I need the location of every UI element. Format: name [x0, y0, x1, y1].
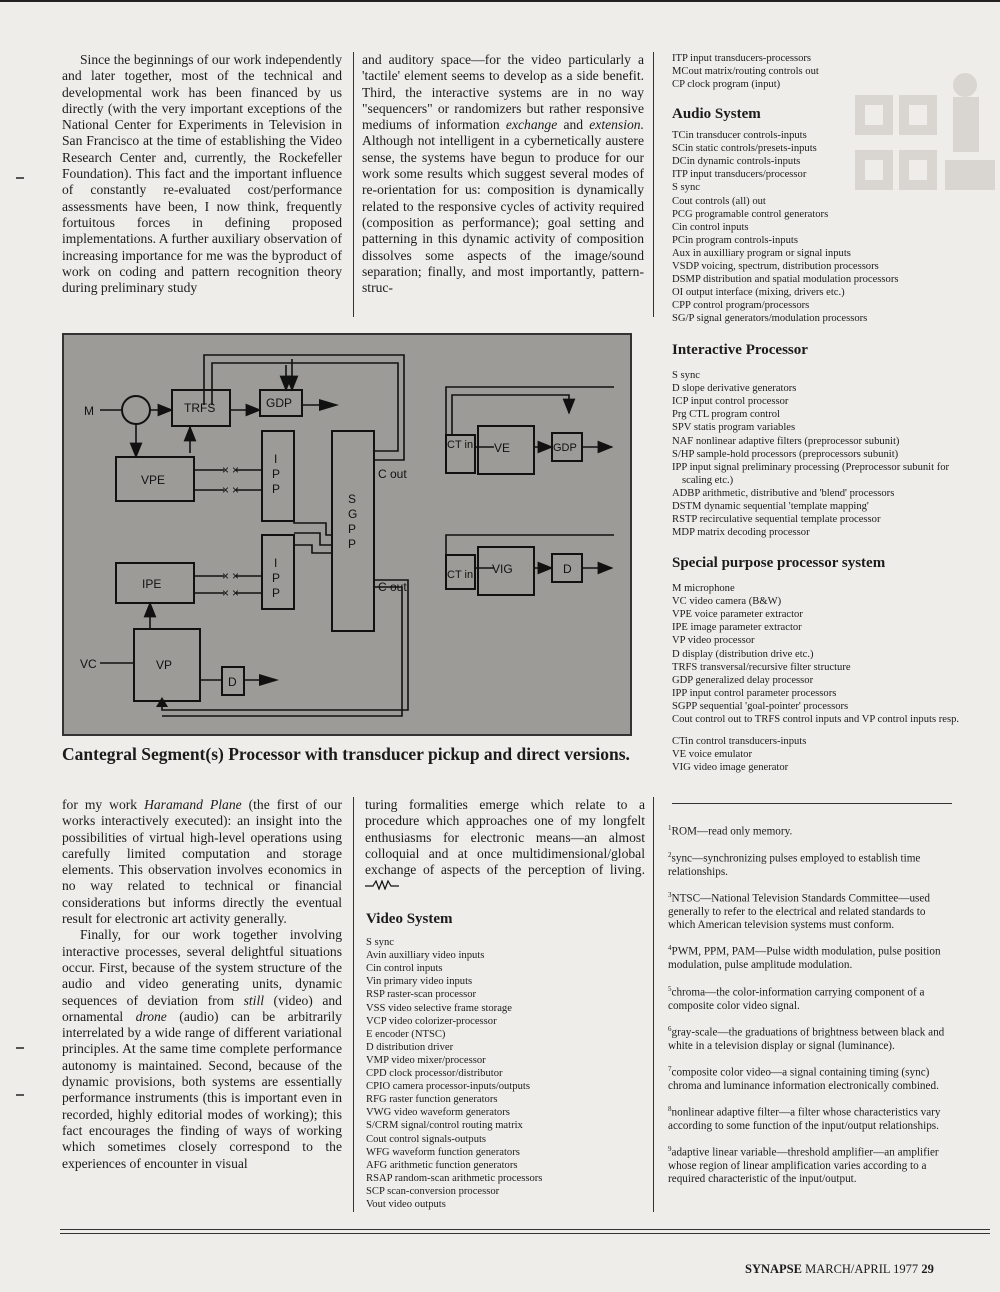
list-item: Vout video outputs [366, 1198, 446, 1210]
section-heading: Video System [366, 911, 453, 927]
column-2-top-text [362, 52, 644, 296]
label-cout: C out [378, 580, 407, 594]
label-ipp-p: P [272, 571, 281, 585]
audio-system-list [672, 108, 982, 326]
margin-mark [16, 1094, 24, 1096]
footnote: $^7$composite color video—a signal containing timing (sync) chroma and luminance information electronically combined. [668, 1064, 939, 1092]
section-heading: Audio System [672, 106, 761, 122]
column-divider [653, 52, 654, 317]
label-vpe: VPE [141, 473, 166, 487]
label-ve: VE [494, 441, 511, 455]
list-item: MCout matrix/routing controls out [672, 66, 819, 78]
page-number: 29 [921, 1262, 934, 1276]
label-vp: VP [156, 658, 173, 672]
list-item: NAF nonlinear adaptive filters (preprocessor subunit) [672, 435, 900, 447]
list-item: VSDP voicing, spectrum, distribution processors [672, 261, 879, 273]
figure-caption: Cantegral Segment(s) Processor with transducer pickup and direct versions. [62, 744, 630, 764]
cross-mark: × [232, 483, 240, 497]
list-item: CPIO camera processor-inputs/outputs [366, 1081, 530, 1093]
body-paragraph: and auditory space—for the video particularly a 'tactile' element seems to develop as a side benefit. Third, the interactive systems are in no way "sequencers" or randomizers but rather responsive mediums of information exchange and extension. Although not intelligent in a cybernetically austere sense, the systems have begun to produce for our work some results which suggest several modes of re-orientation for us: composition is dynamically related to the responsive cycles of activity required (composition as performance); goal setting and patterning in this dynamic activity of composition dissolves some aspects of the image/sound separation; finally, and most importantly, pattern-struc- [362, 52, 644, 296]
bottom-rule [60, 1229, 990, 1230]
footnote: $^2$sync—synchronizing pulses employed to establish time relationships. [668, 850, 921, 878]
list-item: Cout controls (all) out [672, 195, 766, 207]
list-item: TRFS transversal/recursive filter structure [672, 661, 851, 673]
cross-mark: × [222, 586, 230, 600]
list-item: M microphone [672, 583, 735, 595]
list-item: WFG waveform function generators [366, 1146, 520, 1158]
body-paragraph: Finally, for our work together involving interactive processes, several delightful situations occur. First, because of the system structure of the audio and video generating units, dynamic sequences of deviation from still (video) and ornamental drone (audio) can be arbitrarily interrelated by a wide range of different variational principles. At the same time complete performance autonomy is maintained. Second, because of the dynamic provisions, both systems are essentially performance instruments (this is important even in recorded, highly editorial modes of working); this fact encourages the finding of ways of working which sometimes closely correspond to the experiences of encounter in visual [62, 927, 342, 1171]
label-gdp: GDP [553, 442, 577, 454]
cross-mark: × [232, 463, 240, 477]
list-item: TCin transducer controls-inputs [672, 130, 807, 142]
cross-mark: × [232, 569, 240, 583]
list-item: ITP input transducers/processor [672, 169, 807, 181]
footnotes [668, 822, 952, 1196]
footnote: $^6$gray-scale—the graduations of brightness between black and white in a television display or signal (luminance). [668, 1024, 945, 1052]
list-item: RSAP random-scan arithmetic processors [366, 1172, 543, 1184]
special-purpose-list [672, 557, 972, 774]
label-d: D [563, 562, 572, 576]
list-item: SG/P signal generators/modulation processors [672, 313, 868, 325]
label-d: D [228, 675, 237, 689]
column-1-top-text [62, 52, 342, 296]
label-ctin: CT in [447, 569, 474, 581]
column-1-bottom-text [62, 797, 342, 1172]
list-item: Vin primary video inputs [366, 976, 473, 988]
list-item: Cout control out to TRFS control inputs and VP control inputs resp. [672, 714, 960, 726]
list-item: VP video processor [672, 635, 755, 647]
list-item: IPP input control parameter processors [672, 687, 837, 699]
section-heading: Special purpose processor system [672, 555, 886, 571]
list-item: VC video camera (B&W) [672, 596, 782, 608]
list-item: CPD clock processor/distributor [366, 1068, 503, 1080]
label-ipp-p: P [272, 467, 281, 481]
footnote: $^5$chroma—the color-information carrying component of a composite color video signal. [668, 984, 925, 1012]
label-ipp-i: I [274, 452, 278, 466]
list-item: MDP matrix decoding processor [672, 527, 810, 539]
list-item: D display (distribution drive etc.) [672, 648, 814, 660]
margin-mark [16, 177, 24, 179]
list-item: VWG video waveform generators [366, 1107, 510, 1119]
column-divider [353, 52, 354, 317]
label-trfs: TRFS [184, 401, 216, 415]
list-item: CPP control program/processors [672, 300, 810, 312]
list-item: S/HP sample-hold processors (preprocessors subunit) [672, 448, 899, 460]
column-2-bottom-text [365, 797, 645, 895]
label-ipp-p: P [272, 482, 281, 496]
list-item: DSMP distribution and spatial modulation processors [672, 274, 899, 286]
list-item: SCP scan-conversion processor [366, 1185, 500, 1197]
list-item: Prg CTL program control [672, 409, 780, 421]
list-item: VIG video image generator [672, 762, 789, 774]
body-paragraph: turing formalities emerge which relate to a procedure which approaches one of my longfelt enthusiasms for electronic means—an almost colloquial and at once multidimensional/global exchange of aspects of the perception of living. [365, 797, 645, 895]
page-footer [745, 1262, 934, 1277]
list-item: IPE image parameter extractor [672, 622, 802, 634]
body-paragraph: Since the beginnings of our work independently and later together, most of the technical and developmental work has been financed by us directly (with the very important exceptions of the National Center for Experiments in Television in San Francisco at the time of establishing the Video Research Center and, currently, the Rockefeller Foundation). This fact and the important influence of constantly re-evaluated cost/performance assessments have been, I now think, frequently fortuitous forces in defining proposed implementations. A further auxiliary observation of increasing importance for me was the byproduct of work on coding and pattern recognition theory during preliminary study [62, 52, 342, 296]
list-item: Avin auxilliary video inputs [366, 950, 485, 962]
label-ipp-i: I [274, 556, 278, 570]
list-item: DSTM dynamic sequential 'template mapping' [672, 501, 869, 513]
list-item: VE voice emulator [672, 749, 753, 761]
label-ipe: IPE [142, 577, 162, 591]
footnote: $^1$ROM—read only memory. [668, 824, 793, 838]
label-vc: VC [80, 657, 97, 671]
list-item: SPV statis program variables [672, 422, 796, 434]
list-item: Aux in auxilliary program or signal inputs [672, 247, 851, 259]
body-paragraph: for my work Haramand Plane (the first of our works interactively executed): an insight into the possibilities of virtual high-level operations using carefully limited computation and storage elements. This observation involves economics in no way related to technical or financial considerations but informs directly the eventual result for electronic art activity generally. [62, 797, 342, 927]
label-vig: VIG [492, 562, 513, 576]
list-item: VCP video colorizer-processor [366, 1015, 497, 1027]
label-sgpp-p: P [348, 537, 357, 551]
list-item: SCin static controls/presets-inputs [672, 143, 817, 155]
footnote: $^8$nonlinear adaptive filter—a filter whose characteristics vary according to some function of the input/output relationships. [668, 1104, 941, 1132]
interactive-processor-list [672, 344, 972, 539]
list-item: ICP input control processor [672, 396, 789, 408]
processor-block-diagram [62, 333, 632, 736]
list-item: S sync [672, 370, 700, 382]
label-gdp: GDP [266, 396, 293, 410]
list-item: ADBP arithmetic, distributive and 'blend' processors [672, 487, 895, 499]
bottom-rule [60, 1233, 990, 1234]
label-ctin: CT in [447, 439, 474, 451]
list-item: Cout control signals-outputs [366, 1133, 487, 1145]
list-item: GDP generalized delay processor [672, 674, 814, 686]
list-item: DCin dynamic controls-inputs [672, 156, 801, 168]
issue-date: MARCH/APRIL 1977 [805, 1262, 919, 1276]
label-ipp-p: P [272, 586, 281, 600]
list-item: SGPP sequential 'goal-pointer' processors [672, 700, 849, 712]
list-item: PCin program controls-inputs [672, 234, 798, 246]
list-item: E encoder (NTSC) [366, 1028, 446, 1040]
list-item: VPE voice parameter extractor [672, 609, 803, 621]
label-sgpp-p: P [348, 522, 357, 536]
label-sgpp-s: S [348, 492, 357, 506]
cross-mark: × [222, 483, 230, 497]
list-item: RFG raster function generators [366, 1094, 498, 1106]
top-rule [0, 0, 1000, 2]
footnote: $^4$PWM, PPM, PAM—Pulse width modulation, pulse position modulation, pulse amplitude modulation. [668, 944, 941, 972]
list-item: D slope derivative generators [672, 383, 797, 395]
label-sgpp-g: G [348, 507, 358, 521]
label-m: M [84, 404, 94, 418]
label-cout: C out [378, 467, 407, 481]
column-divider [353, 797, 354, 1212]
footnote-divider [672, 803, 952, 804]
list-item: AFG arithmetic function generators [366, 1159, 518, 1171]
diagram-svg [64, 335, 630, 734]
list-item: OI output interface (mixing, drivers etc.) [672, 287, 845, 299]
list-item: Cin control inputs [366, 963, 443, 975]
cross-mark: × [232, 586, 240, 600]
list-item: S sync [672, 182, 700, 194]
list-item: CTin control transducers-inputs [672, 736, 807, 748]
list-item: PCG programable control generators [672, 208, 829, 220]
list-item: S sync [366, 937, 394, 949]
list-item: VSS video selective frame storage [366, 1002, 512, 1014]
list-item: CP clock program (input) [672, 79, 781, 91]
section-heading: Interactive Processor [672, 342, 808, 358]
list-item: RSP raster-scan processor [366, 989, 477, 1001]
magazine-name: SYNAPSE [745, 1262, 802, 1276]
list-item: VMP video mixer/processor [366, 1054, 486, 1066]
list-item: Cin control inputs [672, 221, 749, 233]
cross-mark: × [222, 463, 230, 477]
list-item: IPP input signal preliminary processing (Preprocessor subunit for scaling etc.) [672, 461, 950, 486]
footnote: $^3$NTSC—National Television Standards Committee—used generally to refer to the electrical and related standards to which American television systems must conform. [668, 891, 930, 932]
list-item: ITP input transducers-processors [672, 53, 812, 64]
column-3-top-list [672, 52, 972, 91]
column-divider [653, 797, 654, 1212]
list-item: D distribution driver [366, 1041, 454, 1053]
squiggle-icon [365, 880, 399, 890]
margin-mark [16, 1047, 24, 1049]
cross-mark: × [222, 569, 230, 583]
footnote: $^9$adaptive linear variable—threshold amplifier—an amplifier whose region of linear amplification varies according to a required characteristic of the input/output. [668, 1145, 939, 1186]
list-item: RSTP recirculative sequential template processor [672, 514, 881, 526]
video-system-list [366, 913, 646, 1211]
list-item: S/CRM signal/control routing matrix [366, 1120, 523, 1132]
